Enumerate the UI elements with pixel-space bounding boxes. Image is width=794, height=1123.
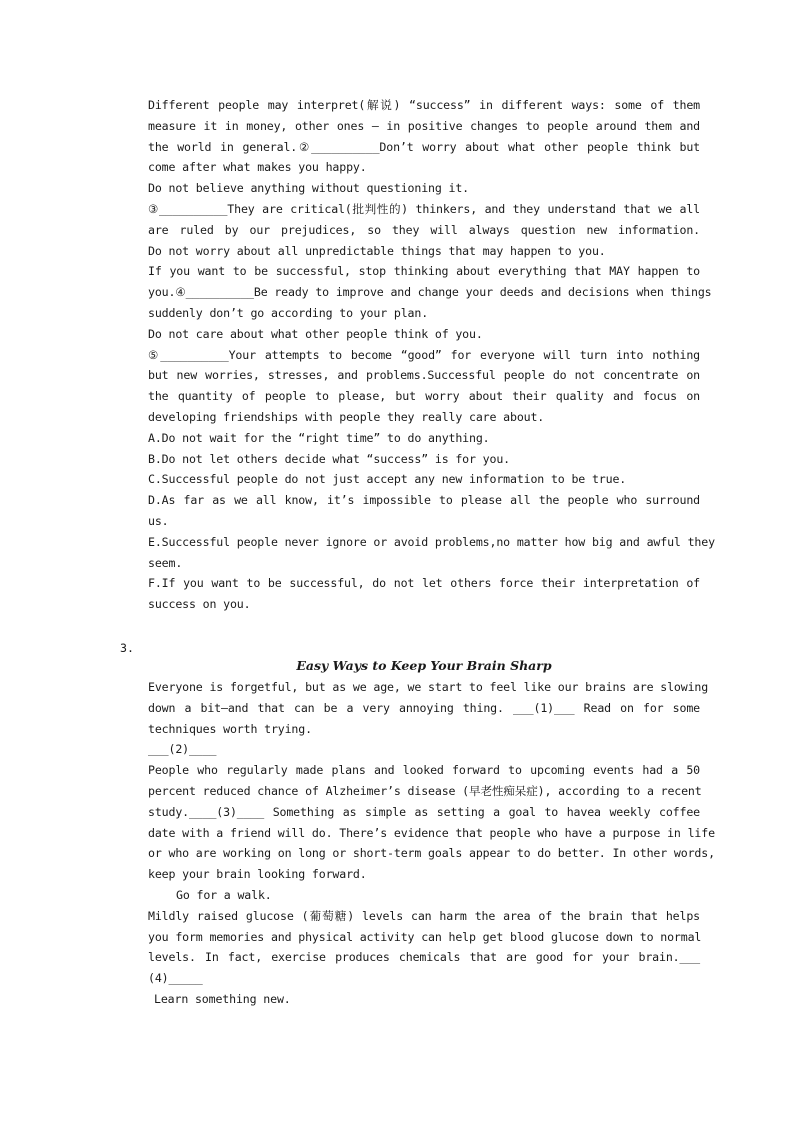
text-line: levels. In fact, exercise produces chemicals that are good for your brain.___ [148, 950, 700, 965]
text-line: are ruled by our prejudices, so they will always question new information. [148, 222, 700, 237]
text-line: percent reduced chance of Alzheimer’s disease (早老性痴呆症), according to a recent [148, 783, 702, 798]
text-line: come after what makes you happy. [148, 160, 367, 175]
text-line: study.____(3)____ Something as simple as setting a goal to havea weekly coffee [148, 804, 700, 819]
option-c: C.Successful people do not just accept any new information to be true. [148, 472, 627, 487]
text-line: If you want to be successful, stop thinking about everything that MAY happen to [148, 264, 700, 279]
text-line: ⑤__________Your attempts to become “good” for everyone will turn into nothing [148, 347, 700, 362]
text-line: Do not care about what other people think of you. [148, 326, 483, 341]
option-f-cont: success on you. [148, 597, 251, 612]
text-line: you form memories and physical activity can help get blood glucose down to normal [148, 929, 702, 944]
text-line: keep your brain looking forward. [148, 867, 367, 882]
subheading-walk: Go for a walk. [176, 887, 272, 902]
text-line: date with a friend will do. There’s evidence that people who have a purpose in life [148, 825, 715, 840]
text-line: People who regularly made plans and looked forward to upcoming events had a 50 [148, 763, 700, 778]
option-e-cont: seem. [148, 555, 183, 570]
text-line: Everyone is forgetful, but as we age, we start to feel like our brains are slowing [148, 680, 709, 694]
passage-title: Easy Ways to Keep Your Brain Sharp [296, 658, 552, 673]
text-line: ③__________They are critical(批判性的) thinkers, and they understand that we all [148, 201, 700, 216]
text-line: Different people may interpret(解说) “success” in different ways: some of them [148, 98, 700, 112]
subheading-learn: Learn something new. [154, 991, 291, 1006]
text-line: the world in general.②__________Don’t worry about what other people think but [148, 139, 700, 154]
text-line: developing friendships with people they really care about. [148, 409, 545, 424]
passage-2 [148, 95, 715, 615]
option-b: B.Do not let others decide what “success” is for you. [148, 451, 510, 466]
option-a: A.Do not wait for the “right time” to do anything. [148, 430, 490, 445]
option-d: D.As far as we all know, it’s impossible to please all the people who surround [148, 493, 700, 508]
passage-3 [148, 677, 715, 1010]
option-f: F.If you want to be successful, do not let others force their interpretation of [148, 576, 700, 591]
blank-4: (4)_____ [148, 971, 203, 986]
text-line: you.④__________Be ready to improve and change your deeds and decisions when things [148, 285, 712, 300]
text-line: Mildly raised glucose (葡萄糖) levels can harm the area of the brain that helps [148, 908, 700, 923]
question-number: 3. [120, 641, 134, 655]
blank-2: ___(2)____ [148, 742, 217, 757]
text-line: the quantity of people to please, but worry about their quality and focus on [148, 389, 700, 404]
option-e: E.Successful people never ignore or avoid problems,no matter how big and awful they [148, 534, 715, 549]
text-line: Do not worry about all unpredictable things that may happen to you. [148, 243, 606, 258]
text-line: techniques worth trying. [148, 721, 312, 736]
text-line: Do not believe anything without questioning it. [148, 181, 470, 196]
option-d-cont: us. [148, 513, 169, 528]
text-line: measure it in money, other ones — in positive changes to people around them and [148, 118, 700, 133]
text-line: down a bit—and that can be a very annoying thing. ___(1)___ Read on for some [148, 700, 700, 715]
text-line: suddenly don’t go according to your plan. [148, 305, 429, 320]
text-line: but new worries, stresses, and problems.Successful people do not concentrate on [148, 368, 700, 383]
text-line: or who are working on long or short-term goals appear to do better. In other words, [148, 846, 715, 861]
